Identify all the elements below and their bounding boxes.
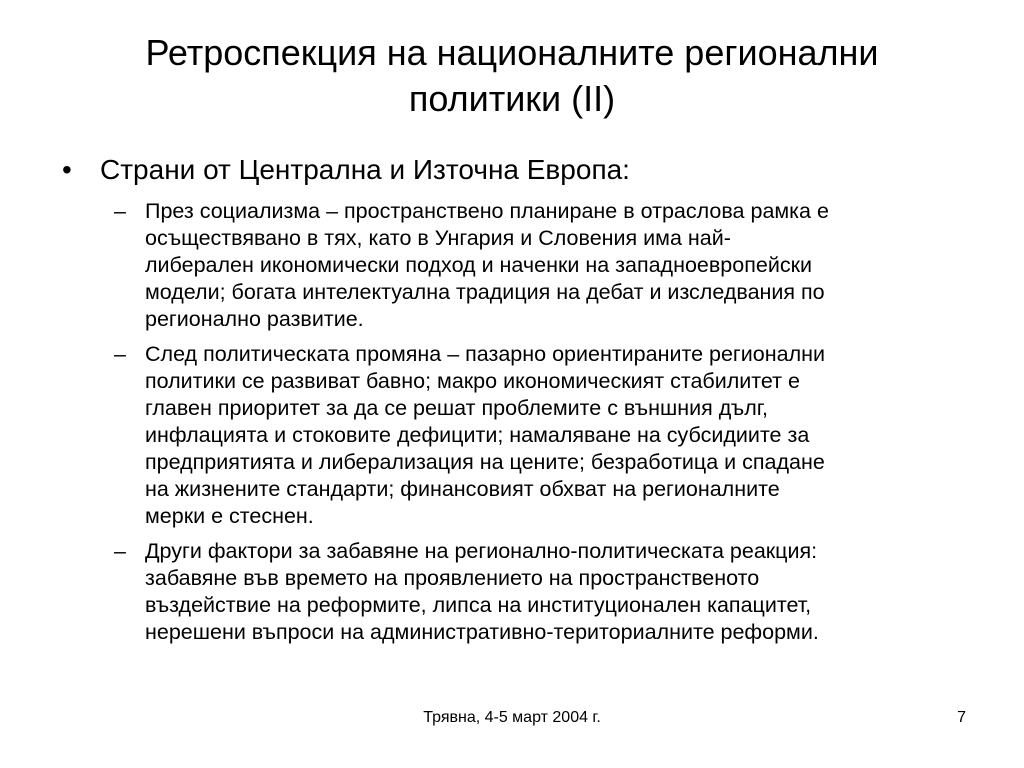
dash-bullet-icon: –: [114, 342, 126, 366]
sub-bullet-line: модели; богата интелектуална традиция на дебат и изследвания по: [145, 280, 825, 304]
sub-bullet-line: нерешени въпроси на административно-териториалните реформи.: [145, 620, 819, 644]
sub-bullet-line: забавяне във времето на проявлението на пространственото: [145, 566, 760, 590]
dash-bullet-icon: –: [114, 199, 126, 223]
slide-title-line-2: политики (II): [408, 78, 616, 119]
sub-bullet-line: инфлацията и стоковите дефицити; намаляване на субсидиите за: [145, 423, 810, 447]
sub-bullet-list: [114, 198, 974, 654]
sub-bullet-line: въздействие на реформите, липса на институционален капацитет,: [145, 593, 812, 617]
slide-title: [60, 30, 964, 122]
sub-bullet-line: регионално развитие.: [145, 307, 364, 331]
sub-bullet-line: главен приоритет за да се решат проблемите с външния дълг,: [145, 396, 768, 420]
sub-bullet-line: политики се развиват бавно; макро икономическият стабилитет е: [145, 369, 800, 393]
sub-bullet-line: След политическата промяна – пазарно ориентираните регионални: [145, 342, 826, 366]
sub-bullet-item: [114, 538, 974, 646]
main-bullet-text: Страни от Централна и Източна Европа:: [100, 154, 630, 185]
sub-bullet-item: [114, 198, 974, 333]
slide-footer-text: Трявна, 4-5 март 2004 г.: [423, 709, 601, 726]
sub-bullet-line: осъществявано в тях, като в Унгария и Словения има най-: [145, 226, 731, 250]
dash-bullet-icon: –: [114, 539, 126, 563]
sub-bullet-item: [114, 341, 974, 530]
sub-bullet-line: През социализма – пространствено планиране в отраслова рамка е: [145, 199, 829, 223]
sub-bullet-line: мерки е стеснен.: [145, 504, 314, 528]
sub-bullet-line: либерален икономически подход и наченки на западноевропейски: [145, 253, 812, 277]
sub-bullet-line: Други фактори за забавяне на регионално-политическата реакция:: [145, 539, 818, 563]
slide-page-number: 7: [957, 709, 966, 726]
sub-bullet-line: на жизнените стандарти; финансовият обхват на регионалните: [145, 477, 780, 501]
slide-title-line-1: Ретроспекция на националните регионални: [145, 32, 879, 73]
sub-bullet-line: предприятията и либерализация на цените; безработица и спадане: [145, 450, 825, 474]
bullet-dot-icon: •: [62, 154, 72, 185]
